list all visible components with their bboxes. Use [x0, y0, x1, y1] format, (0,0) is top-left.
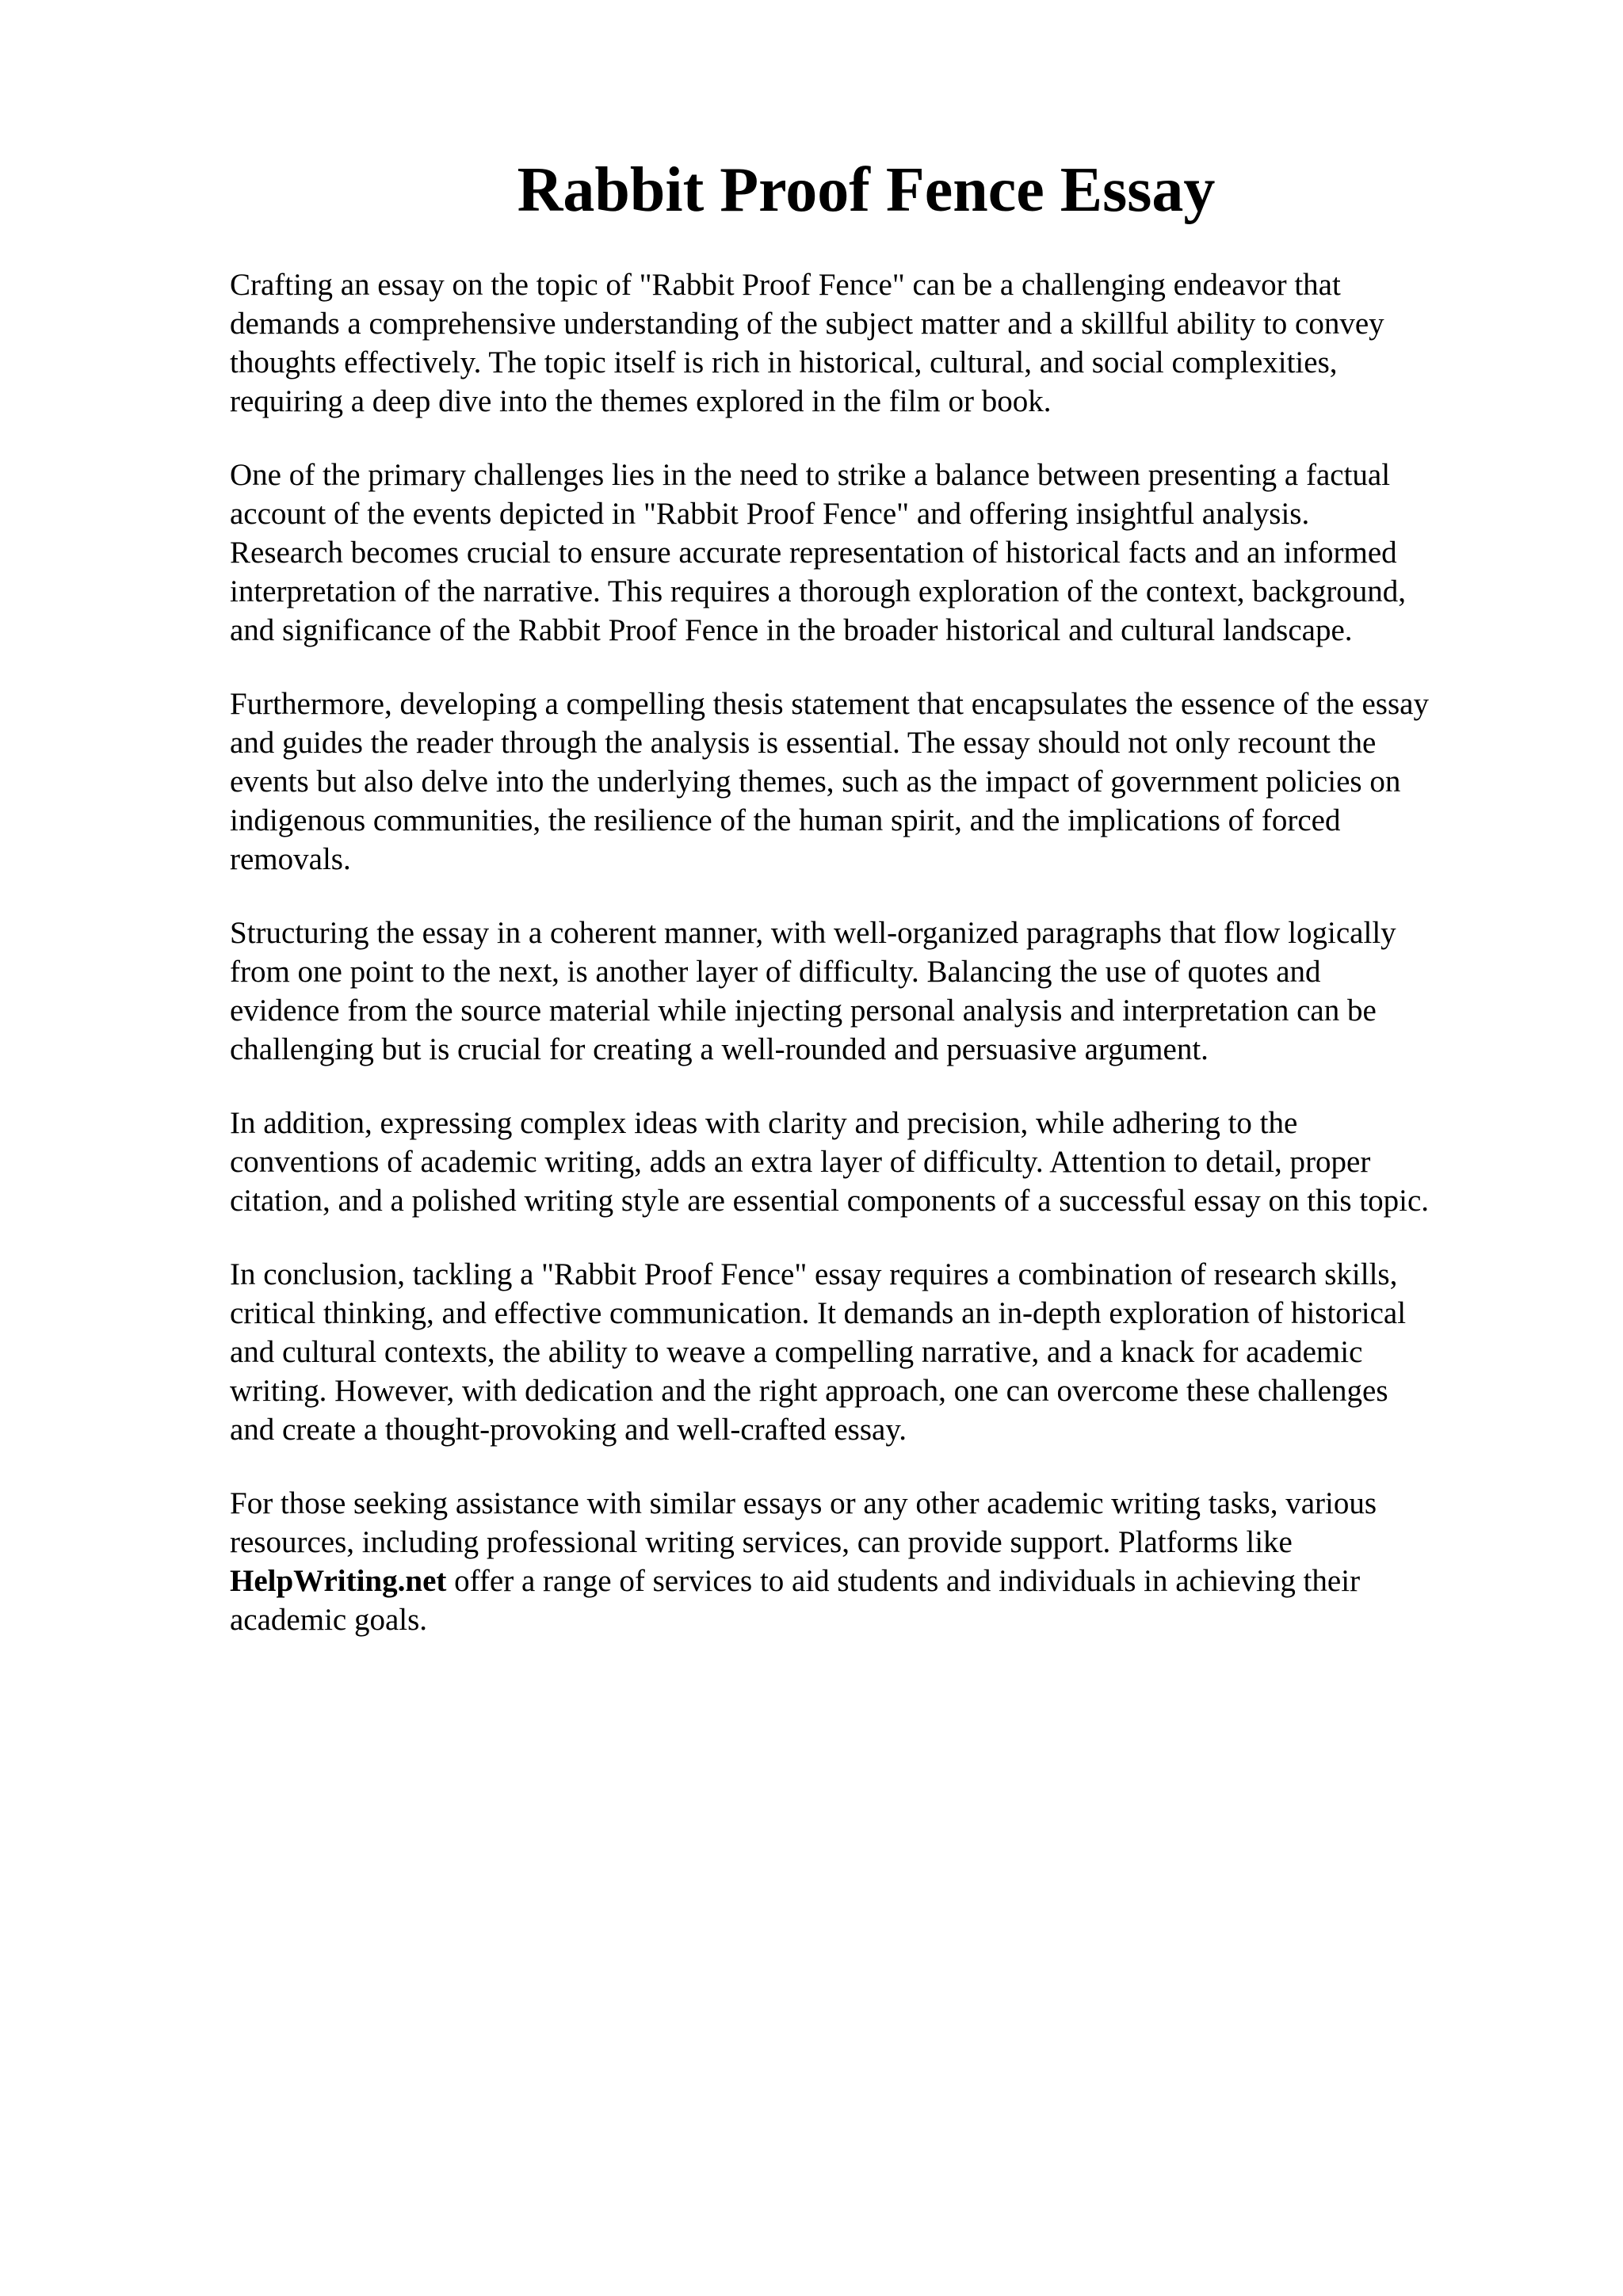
paragraph-structure: [230, 913, 1498, 1069]
text-fragment: offer a range of services to aid students and individuals in achieving their: [446, 1564, 1361, 1598]
text-line: In addition, expressing complex ideas with clarity and precision, while adhering to the: [230, 1106, 1298, 1140]
text-line: conventions of academic writing, adds an extra layer of difficulty. Attention to detail, proper: [230, 1145, 1371, 1179]
text-line: and significance of the Rabbit Proof Fence in the broader historical and cultural landscape.: [230, 613, 1353, 647]
paragraph-conclusion: [230, 1255, 1498, 1449]
text-line: academic goals.: [230, 1603, 428, 1637]
text-line: interpretation of the narrative. This requires a thorough exploration of the context, background,: [230, 574, 1407, 608]
text-line: from one point to the next, is another layer of difficulty. Balancing the use of quotes and: [230, 955, 1321, 989]
text-line: requiring a deep dive into the themes explored in the film or book.: [230, 384, 1052, 418]
text-line: Furthermore, developing a compelling thesis statement that encapsulates the essence of the essay: [230, 687, 1429, 721]
text-line: [230, 1562, 1498, 1600]
text-line: Research becomes crucial to ensure accurate representation of historical facts and an informed: [230, 536, 1397, 570]
page-title: Rabbit Proof Fence Essay: [517, 155, 1216, 225]
essay-body: [230, 265, 1498, 1674]
text-line: Structuring the essay in a coherent manner, with well-organized paragraphs that flow logically: [230, 916, 1396, 950]
paragraph-assistance: [230, 1484, 1498, 1639]
paragraph-challenges: [230, 456, 1498, 650]
text-line: writing. However, with dedication and the right approach, one can overcome these challenges: [230, 1374, 1388, 1408]
text-line: demands a comprehensive understanding of the subject matter and a skillful ability to convey: [230, 307, 1384, 341]
text-line: One of the primary challenges lies in the need to strike a balance between presenting a factual: [230, 458, 1391, 492]
paragraph-intro: [230, 265, 1498, 421]
text-line: removals.: [230, 842, 351, 876]
helpwriting-link[interactable]: HelpWriting.net: [230, 1564, 447, 1598]
text-line: and guides the reader through the analysis is essential. The essay should not only recount the: [230, 726, 1377, 760]
text-line: events but also delve into the underlying themes, such as the impact of government policies on: [230, 765, 1401, 799]
paragraph-thesis: [230, 685, 1498, 879]
text-line: resources, including professional writing services, can provide support. Platforms like: [230, 1525, 1293, 1559]
text-line: For those seeking assistance with similar essays or any other academic writing tasks, various: [230, 1486, 1377, 1520]
text-line: Crafting an essay on the topic of "Rabbit Proof Fence" can be a challenging endeavor that: [230, 268, 1341, 302]
text-line: challenging but is crucial for creating a well-rounded and persuasive argument.: [230, 1032, 1209, 1066]
text-line: evidence from the source material while injecting personal analysis and interpretation can be: [230, 994, 1377, 1028]
text-line: indigenous communities, the resilience of the human spirit, and the implications of forced: [230, 803, 1341, 837]
text-line: citation, and a polished writing style are essential components of a successful essay on this topic.: [230, 1184, 1430, 1218]
text-line: critical thinking, and effective communication. It demands an in-depth exploration of historical: [230, 1296, 1407, 1330]
text-line: account of the events depicted in "Rabbit Proof Fence" and offering insightful analysis.: [230, 497, 1310, 531]
text-line: thoughts effectively. The topic itself is rich in historical, cultural, and social complexities,: [230, 345, 1338, 379]
paragraph-clarity: [230, 1104, 1498, 1220]
text-line: and cultural contexts, the ability to weave a compelling narrative, and a knack for academic: [230, 1335, 1363, 1369]
text-line: and create a thought-provoking and well-crafted essay.: [230, 1413, 907, 1447]
text-line: In conclusion, tackling a "Rabbit Proof Fence" essay requires a combination of research skills,: [230, 1257, 1398, 1291]
